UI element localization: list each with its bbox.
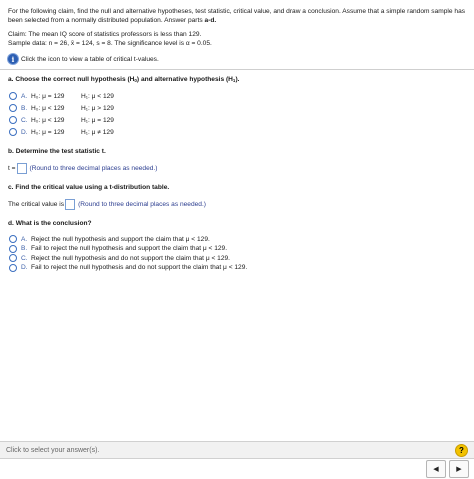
subscript-1: 1 xyxy=(232,78,236,84)
alt-hypothesis: H₁: μ ≠ 129 xyxy=(81,128,114,136)
option-letter: A. xyxy=(21,235,28,243)
option-text: Reject the null hypothesis and do not support the claim that μ < 129. xyxy=(31,254,230,262)
subscript-0: 0 xyxy=(134,78,137,84)
conclusion-option-a[interactable] xyxy=(8,234,466,244)
claim-text: Claim: The mean IQ score of statistics professors is less than 129. xyxy=(8,31,202,39)
part-b-prompt: b. Determine the test statistic t. xyxy=(8,148,106,156)
option-text: Fail to reject the null hypothesis and support the claim that μ < 129. xyxy=(31,245,228,253)
alt-hypothesis: H₁: μ > 129 xyxy=(81,104,114,112)
option-letter: C. xyxy=(21,116,28,124)
part-a-prompt xyxy=(8,76,466,83)
null-hypothesis: H₀: μ < 129 xyxy=(31,116,65,124)
option-letter: B. xyxy=(21,104,28,112)
conclusion-option-b[interactable] xyxy=(8,244,466,254)
chevron-left-icon: ◀ xyxy=(433,466,439,473)
test-statistic-row xyxy=(8,163,466,174)
hypothesis-option-d[interactable] xyxy=(8,126,466,138)
info-icon[interactable]: i xyxy=(8,54,18,64)
hypothesis-option-c[interactable] xyxy=(8,114,466,126)
divider xyxy=(0,69,474,70)
option-letter: D. xyxy=(21,128,28,136)
status-text: Click to select your answer(s). xyxy=(6,446,100,454)
option-text: Reject the null hypothesis and support the claim that μ < 129. xyxy=(31,235,210,243)
hypothesis-options xyxy=(8,90,466,138)
null-hypothesis: H₀: μ = 129 xyxy=(31,128,65,136)
option-letter: C. xyxy=(21,254,28,262)
radio-button[interactable] xyxy=(9,264,17,272)
part-a-prompt-end: ). xyxy=(235,76,240,84)
rounding-hint: (Round to three decimal places as needed.) xyxy=(29,165,158,173)
part-d-prompt: d. What is the conclusion? xyxy=(8,220,92,228)
status-bar xyxy=(0,441,474,459)
conclusion-options xyxy=(8,234,466,272)
null-hypothesis: H₀: μ = 129 xyxy=(31,92,65,100)
part-c-prompt: c. Find the critical value using a t-distribution table. xyxy=(8,184,170,192)
question-content xyxy=(8,8,466,273)
sample-data-text: Sample data: n = 26, x̄ = 124, s = 8. The significance level is α = 0.05. xyxy=(8,39,212,47)
critical-values-link[interactable] xyxy=(8,54,466,64)
intro-parts: a-d. xyxy=(204,16,217,24)
help-icon[interactable]: ? xyxy=(455,444,468,457)
radio-button[interactable] xyxy=(9,128,17,136)
conclusion-option-d[interactable] xyxy=(8,263,466,273)
part-a-prompt-start: a. Choose the correct null hypothesis (H xyxy=(8,76,135,84)
tip-text[interactable]: Click the icon to view a table of critical t-values. xyxy=(21,55,159,63)
option-text: Fail to reject the null hypothesis and do not support the claim that μ < 129. xyxy=(31,264,248,272)
conclusion-option-c[interactable] xyxy=(8,254,466,264)
next-button[interactable] xyxy=(449,460,469,478)
critical-value-input[interactable] xyxy=(65,199,75,210)
test-statistic-input[interactable] xyxy=(17,163,27,174)
intro-text: For the following claim, find the null and alternative hypotheses, test statistic, critical value, and draw a conclusion. Assume that a simple random sample has been selected from a normally distributed population. Answer parts xyxy=(8,8,466,24)
question-intro xyxy=(8,8,466,25)
alt-hypothesis: H₁: μ = 129 xyxy=(81,116,114,124)
rounding-hint: (Round to three decimal places as needed.) xyxy=(78,201,206,209)
option-letter: A. xyxy=(21,92,28,100)
hypothesis-option-b[interactable] xyxy=(8,102,466,114)
null-hypothesis: H₀: μ < 129 xyxy=(31,104,65,112)
option-letter: B. xyxy=(21,245,28,253)
option-letter: D. xyxy=(21,264,28,272)
chevron-right-icon: ▶ xyxy=(456,466,462,473)
radio-button[interactable] xyxy=(9,92,17,100)
alt-hypothesis: H₁: μ < 129 xyxy=(81,92,114,100)
radio-button[interactable] xyxy=(9,245,17,253)
radio-button[interactable] xyxy=(9,116,17,124)
radio-button[interactable] xyxy=(9,104,17,112)
radio-button[interactable] xyxy=(9,235,17,243)
critical-value-label: The critical value is xyxy=(8,201,65,209)
radio-button[interactable] xyxy=(9,254,17,262)
t-label: t = xyxy=(8,165,16,173)
hypothesis-option-a[interactable] xyxy=(8,90,466,102)
part-a-prompt-mid: ) and alternative hypothesis (H xyxy=(136,76,233,84)
previous-button[interactable] xyxy=(426,460,446,478)
critical-value-row xyxy=(8,199,466,210)
